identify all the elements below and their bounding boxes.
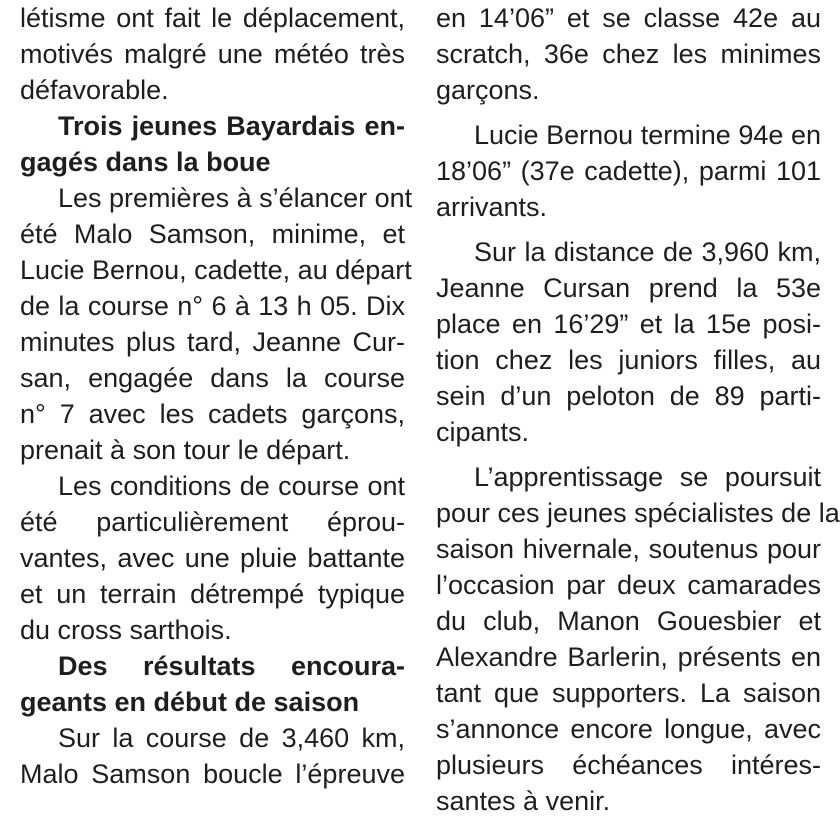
subheading-line: Trois jeunes Bayardais en- bbox=[58, 111, 405, 141]
paragraph-depart bbox=[20, 180, 413, 468]
text-line: Les premières à s’élancer ont bbox=[58, 183, 413, 213]
paragraph-malo-start bbox=[20, 720, 405, 792]
text-line: tion chez les juniors filles, au bbox=[436, 345, 821, 375]
subheading-resultats bbox=[20, 648, 405, 720]
text-line: Jeanne Cursan prend la 53e bbox=[436, 273, 821, 303]
text-line: tant que supporters. La saison bbox=[436, 678, 821, 708]
text-line: 18’06” (37e cadette), parmi 101 bbox=[436, 156, 821, 186]
text-line: plusieurs échéances intéres- bbox=[436, 750, 821, 780]
text-line: de la course n° 6 à 13 h 05. Dix bbox=[20, 291, 405, 321]
paragraph-apprentissage bbox=[436, 459, 840, 819]
intro-paragraph-tail bbox=[20, 0, 405, 108]
text-line: pour ces jeunes spécialistes de la bbox=[436, 498, 840, 528]
text-line: saison hivernale, soutenus pour bbox=[436, 534, 821, 564]
text-line: scratch, 36e chez les minimes bbox=[436, 39, 821, 69]
text-line: été Malo Samson, minime, et bbox=[20, 219, 405, 249]
subheading-line: geants en début de saison bbox=[20, 687, 360, 717]
text-line: sein d’un peloton de 89 parti- bbox=[436, 381, 821, 411]
right-column bbox=[436, 0, 840, 819]
text-line: vantes, avec une pluie battante bbox=[20, 543, 405, 573]
text-line: Sur la course de 3,460 km, bbox=[58, 723, 405, 753]
text-line: n° 7 avec les cadets garçons, bbox=[20, 399, 405, 429]
text-line: létisme ont fait le déplacement, bbox=[20, 3, 405, 33]
text-line: Sur la distance de 3,960 km, bbox=[474, 237, 821, 267]
text-line: arrivants. bbox=[436, 192, 548, 222]
paragraph-lucie bbox=[436, 117, 821, 225]
text-line: été particulièrement éprou- bbox=[20, 507, 405, 537]
text-line: Les conditions de course ont bbox=[58, 471, 405, 501]
text-line: minutes plus tard, Jeanne Cur- bbox=[20, 327, 405, 357]
text-line: défavorable. bbox=[20, 75, 169, 105]
subheading-line: gagés dans la boue bbox=[20, 147, 271, 177]
text-line: Alexandre Barlerin, présents en bbox=[436, 642, 821, 672]
left-column bbox=[20, 0, 413, 792]
text-line: du club, Manon Gouesbier et bbox=[436, 606, 821, 636]
text-line: place en 16’29” et la 15e posi- bbox=[436, 309, 821, 339]
text-line: et un terrain détrempé typique bbox=[20, 579, 405, 609]
text-line: l’occasion par deux camarades bbox=[436, 570, 821, 600]
text-line: motivés malgré une météo très bbox=[20, 39, 405, 69]
text-line: du cross sarthois. bbox=[20, 615, 232, 645]
paragraph-jeanne bbox=[436, 234, 821, 450]
text-line: prenait à son tour le départ. bbox=[20, 435, 351, 465]
text-line: cipants. bbox=[436, 417, 530, 447]
text-line: Malo Samson boucle l’épreuve bbox=[20, 759, 405, 789]
paragraph-conditions bbox=[20, 468, 405, 648]
text-line: san, engagée dans la course bbox=[20, 363, 405, 393]
text-line: s’annonce encore longue, avec bbox=[436, 714, 821, 744]
text-line: en 14’06” et se classe 42e au bbox=[436, 3, 821, 33]
text-line: Lucie Bernou, cadette, au départ bbox=[20, 255, 412, 285]
text-line: Lucie Bernou termine 94e en bbox=[474, 120, 821, 150]
text-line: L’apprentissage se poursuit bbox=[474, 462, 821, 492]
subheading-trois-jeunes bbox=[20, 108, 405, 180]
text-line: santes à venir. bbox=[436, 786, 611, 816]
paragraph-malo-end bbox=[436, 0, 821, 108]
subheading-line: Des résultats encoura- bbox=[58, 651, 405, 681]
text-line: garçons. bbox=[436, 75, 540, 105]
